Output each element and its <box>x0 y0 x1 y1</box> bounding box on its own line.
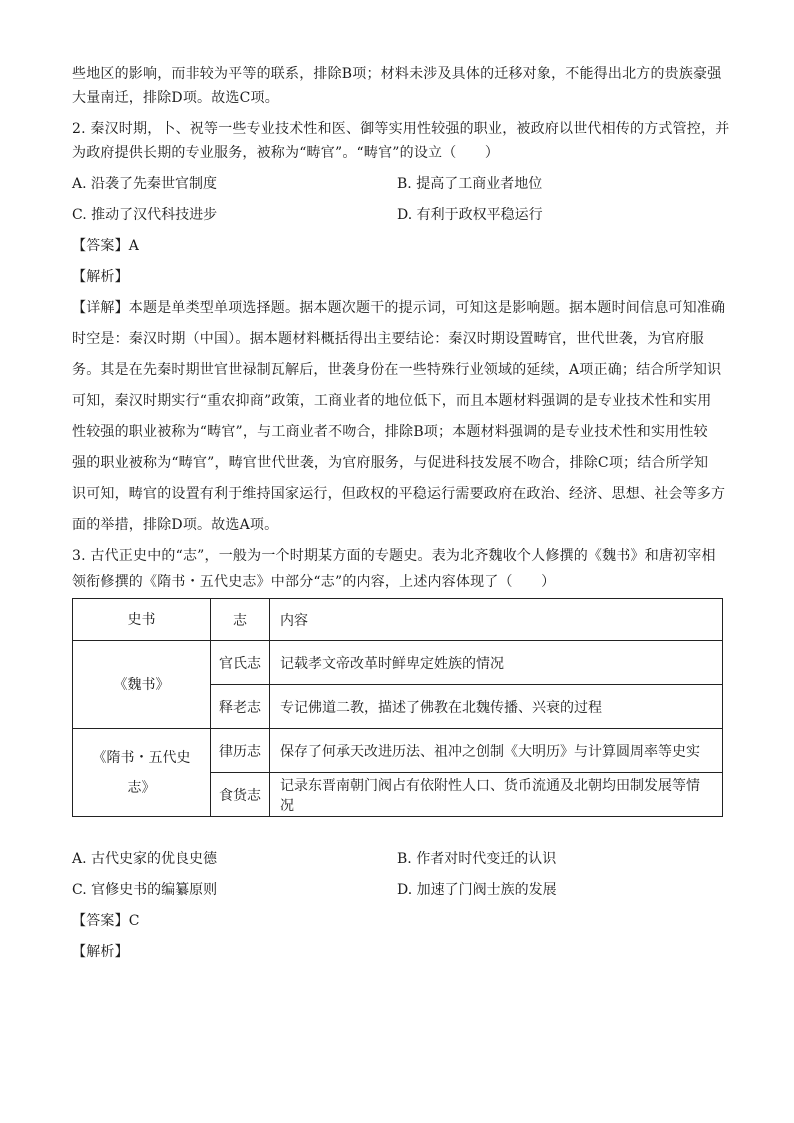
q2-detail-line: 强的职业被称为“畴官”，畴官世代世袭，为官府服务，与促进科技发展不吻合，排除C项；结合所学知 <box>72 455 709 471</box>
q2-options-row-1 <box>72 172 724 196</box>
q3-stem-line-2: 领衔修撰的《隋书・五代史志》中部分“志”的内容，上述内容体现了（ ） <box>72 574 556 590</box>
q2-stem-line-1: 2. 秦汉时期，卜、祝等一些专业技术性和医、御等实用性较强的职业，被政府以世代相传的方式管控，并 <box>72 121 730 137</box>
q2-detail-line: 性较强的职业被称为“畴官”，与工商业者不吻合，排除B项；本题材料强调的是专业技术性和实用性较 <box>72 424 708 440</box>
q2-detail-line: 面的举措，排除D项。故选A项。 <box>72 517 279 533</box>
q2-detail-line: 可知，秦汉时期实行“重农抑商”政策，工商业者的地位低下，而且本题材料强调的是专业技术性和实用 <box>72 393 712 409</box>
table-cell-content: 记载孝文帝改革时鲜卑定姓族的情况 <box>270 641 723 685</box>
q3-option-b: B. 作者对时代变迁的认识 <box>397 851 557 867</box>
suishu-title-line-2: 志》 <box>127 779 156 796</box>
table-cell-zhi: 官氏志 <box>211 641 270 685</box>
table-cell-content: 记录东晋南朝门阀占有依附性人口、货币流通及北朝均田制发展等情况 <box>270 773 723 817</box>
q3-analysis-heading: 【解析】 <box>72 944 129 960</box>
table-cell-content: 专记佛道二教，描述了佛教在北魏传播、兴衰的过程 <box>270 685 723 729</box>
q2-detail-line: 识可知，畴官的设置有利于维持国家运行，但政权的平稳运行需要政府在政治、经济、思想、社会等多方 <box>72 486 726 502</box>
q2-answer: 【答案】A <box>72 238 140 254</box>
q2-detail-line: 【详解】本题是单类型单项选择题。据本题次题干的提示词，可知这是影响题。据本题时间信息可知准确 <box>72 300 726 316</box>
table-row <box>73 729 723 773</box>
prev-analysis-line-2: 大量南迁，排除D项。故选C项。 <box>72 90 279 106</box>
q2-option-d: D. 有利于政权平稳运行 <box>397 207 543 223</box>
q3-answer: 【答案】C <box>72 913 140 929</box>
table-cell-book-weishu: 《魏书》 <box>73 641 211 729</box>
table-header-row <box>73 599 723 641</box>
q3-option-a: A. 古代史家的优良史德 <box>72 851 218 867</box>
q2-detail <box>72 296 724 537</box>
q2-detail-line: 时空是：秦汉时期（中国）。据本题材料概括得出主要结论：秦汉时期设置畴官，世代世袭，为官府服 <box>72 331 704 347</box>
q2-analysis-heading: 【解析】 <box>72 269 129 285</box>
table-cell-zhi: 释老志 <box>211 685 270 729</box>
history-table <box>72 598 723 817</box>
q3-option-d: D. 加速了门阀士族的发展 <box>397 882 557 898</box>
table-cell-zhi: 律历志 <box>211 729 270 773</box>
table-cell-zhi: 食货志 <box>211 773 270 817</box>
q3-options-row-2 <box>72 878 724 902</box>
q2-detail-line: 务。其是在先秦时期世官世禄制瓦解后，世袭身份在一些特殊行业领域的延续，A项正确；结合所学知识 <box>72 362 722 378</box>
q3-option-c: C. 官修史书的编纂原则 <box>72 882 218 898</box>
table-header-zhi: 志 <box>211 599 270 641</box>
suishu-title-line-1: 《隋书・五代史 <box>92 749 191 766</box>
q3-stem-line-1: 3. 古代正史中的“志”，一般为一个时期某方面的专题史。表为北齐魏收个人修撰的《魏书》和唐初宰相 <box>72 548 716 564</box>
table-header-content: 内容 <box>270 599 723 641</box>
q2-option-c: C. 推动了汉代科技进步 <box>72 207 218 223</box>
table-header-book: 史书 <box>73 599 211 641</box>
q2-option-b: B. 提高了工商业者地位 <box>397 176 543 192</box>
q3-options-row-1 <box>72 847 724 871</box>
document-page <box>72 62 730 964</box>
table-cell-content: 保存了何承天改进历法、祖冲之创制《大明历》与计算圆周率等史实 <box>270 729 723 773</box>
prev-analysis-line-1: 些地区的影响，而非较为平等的联系，排除B项；材料未涉及具体的迁移对象，不能得出北方的贵族豪强 <box>72 66 722 82</box>
table-cell-book-suishu <box>73 729 211 817</box>
q2-options-row-2 <box>72 203 724 227</box>
q2-option-a: A. 沿袭了先秦世官制度 <box>72 176 218 192</box>
table-row <box>73 641 723 685</box>
q2-stem-line-2: 为政府提供长期的专业服务，被称为“畴官”。“畴官”的设立（ ） <box>72 145 500 161</box>
